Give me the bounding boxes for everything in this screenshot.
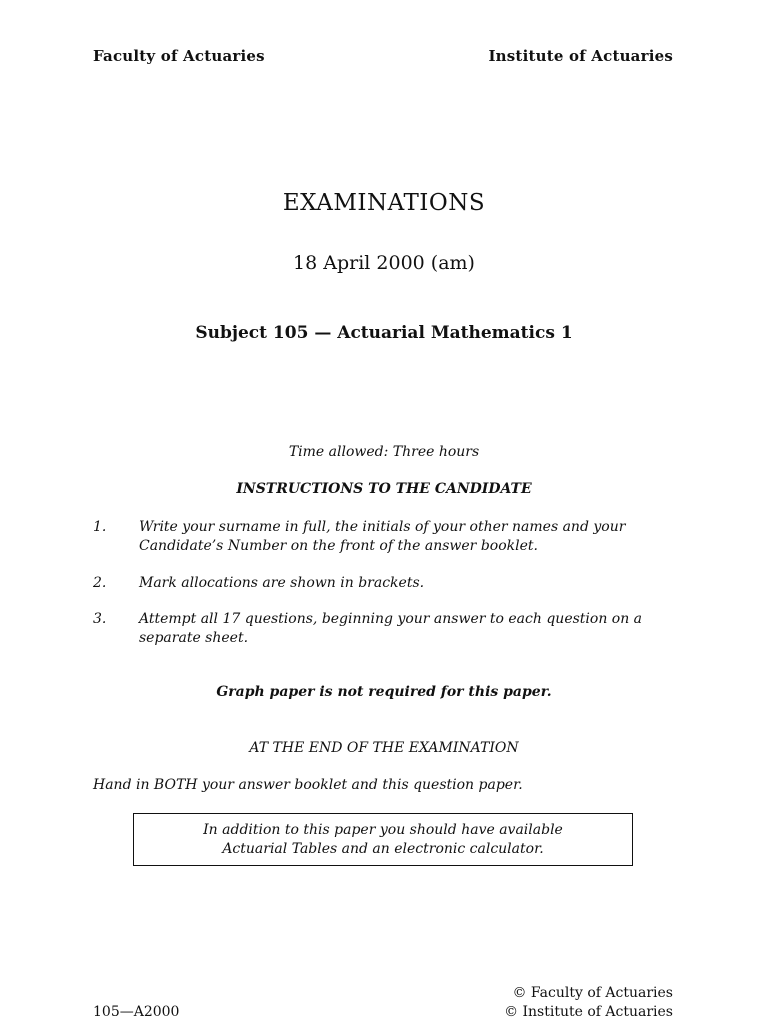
instruction-text: Write your surname in full, the initials of your other names and your — [139, 519, 626, 535]
paper-code: 105—A2000 — [93, 1004, 180, 1020]
header-faculty: Faculty of Actuaries — [93, 47, 265, 65]
instruction-number: 3. — [93, 611, 107, 627]
instruction-number: 1. — [93, 519, 107, 535]
instruction-number: 2. — [93, 575, 107, 591]
materials-line: In addition to this paper you should have available — [203, 822, 563, 838]
hand-in-note: Hand in BOTH your answer booklet and this question paper. — [93, 777, 523, 793]
instructions-heading: INSTRUCTIONS TO THE CANDIDATE — [236, 481, 532, 497]
materials-line: Actuarial Tables and an electronic calculator. — [222, 841, 544, 857]
instruction-item — [93, 518, 653, 556]
graph-paper-note: Graph paper is not required for this paper. — [216, 684, 552, 700]
instruction-text: Mark allocations are shown in brackets. — [139, 575, 425, 591]
exam-date: 18 April 2000 (am) — [293, 252, 475, 274]
instruction-text: separate sheet. — [139, 630, 249, 646]
instruction-item — [93, 610, 653, 648]
instruction-text: Attempt all 17 questions, beginning your answer to each question on a — [139, 611, 643, 627]
page-title: EXAMINATIONS — [282, 190, 486, 216]
subject-title: Subject 105 — Actuarial Mathematics 1 — [195, 323, 573, 343]
instruction-text: Candidate’s Number on the front of the answer booklet. — [139, 538, 538, 554]
instruction-item — [93, 574, 653, 593]
time-allowed: Time allowed: Three hours — [288, 444, 480, 460]
materials-box — [133, 813, 633, 866]
copyright-institute: © Institute of Actuaries — [504, 1004, 673, 1020]
copyright-faculty: © Faculty of Actuaries — [512, 985, 673, 1001]
header-institute: Institute of Actuaries — [488, 47, 673, 65]
end-heading: AT THE END OF THE EXAMINATION — [249, 740, 519, 756]
